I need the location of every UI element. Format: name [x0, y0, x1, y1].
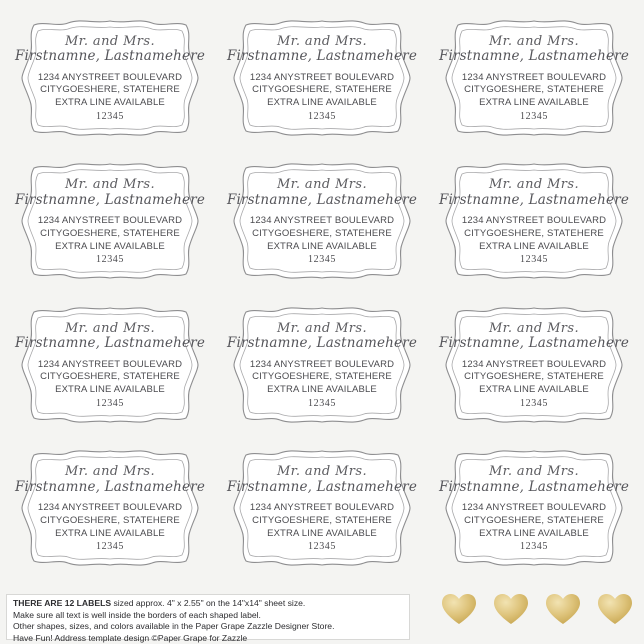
label-salutation: Mr. and Mrs.: [64, 177, 156, 193]
sheet-footer: [0, 580, 644, 644]
heart-decorations: [440, 592, 634, 626]
label-name: Firstnamne, Lastnamehere: [226, 478, 418, 495]
label-address: [462, 502, 606, 553]
address-line-1: 1234 ANYSTREET BOULEVARD: [461, 215, 607, 227]
label-shape-ornate-bracket: [224, 445, 420, 571]
label-size-text: sized approx. 4" x 2.55" on the 14"x14" sheet size.: [111, 598, 306, 608]
label-item[interactable]: [216, 150, 428, 294]
address-zip: 12345: [308, 110, 336, 122]
address-zip: 12345: [520, 541, 548, 553]
address-line-2: CITYGOESHERE, STATEHERE: [464, 84, 604, 96]
label-shape-ornate-bracket: [12, 158, 208, 284]
address-zip: 12345: [96, 110, 124, 122]
label-salutation: Mr. and Mrs.: [488, 33, 580, 49]
instructions-line-4: Have Fun! Address template design ©Paper Grape for Zazzle: [13, 632, 248, 643]
address-line-1: 1234 ANYSTREET BOULEVARD: [249, 502, 395, 514]
label-item[interactable]: [4, 150, 216, 294]
heart-icon: [596, 592, 634, 626]
address-zip: 12345: [520, 110, 548, 122]
address-line-1: 1234 ANYSTREET BOULEVARD: [461, 502, 607, 514]
address-line-2: CITYGOESHERE, STATEHERE: [40, 371, 180, 383]
label-shape-ornate-bracket: [436, 158, 632, 284]
label-salutation: Mr. and Mrs.: [488, 177, 580, 193]
address-zip: 12345: [96, 254, 124, 266]
address-line-2: CITYGOESHERE, STATEHERE: [252, 84, 392, 96]
address-line-2: CITYGOESHERE, STATEHERE: [40, 514, 180, 526]
address-line-1: 1234 ANYSTREET BOULEVARD: [461, 358, 607, 370]
label-shape-ornate-bracket: [224, 15, 420, 141]
address-line-1: 1234 ANYSTREET BOULEVARD: [37, 358, 183, 370]
label-address: [250, 215, 394, 266]
label-shape-ornate-bracket: [436, 15, 632, 141]
instructions-card: [6, 594, 410, 643]
address-line-3: EXTRA LINE AVAILABLE: [55, 97, 165, 108]
heart-icon: [544, 592, 582, 626]
address-line-2: CITYGOESHERE, STATEHERE: [252, 514, 392, 526]
address-line-2: CITYGOESHERE, STATEHERE: [464, 227, 604, 239]
label-item[interactable]: [4, 293, 216, 437]
label-shape-ornate-bracket: [12, 15, 208, 141]
label-item[interactable]: [428, 293, 640, 437]
label-salutation: Mr. and Mrs.: [488, 464, 580, 480]
address-line-2: CITYGOESHERE, STATEHERE: [252, 227, 392, 239]
address-zip: 12345: [308, 254, 336, 266]
label-address: [462, 72, 606, 123]
label-shape-ornate-bracket: [436, 302, 632, 428]
label-salutation: Mr. and Mrs.: [64, 33, 156, 49]
label-item[interactable]: [428, 6, 640, 150]
label-salutation: Mr. and Mrs.: [488, 320, 580, 336]
label-shape-ornate-bracket: [436, 445, 632, 571]
label-name: Firstnamne, Lastnamehere: [14, 335, 206, 352]
label-address: [38, 359, 182, 410]
label-item[interactable]: [4, 6, 216, 150]
address-line-2: CITYGOESHERE, STATEHERE: [40, 84, 180, 96]
label-address: [462, 359, 606, 410]
address-line-3: EXTRA LINE AVAILABLE: [479, 97, 589, 108]
address-zip: 12345: [308, 541, 336, 553]
label-name: Firstnamne, Lastnamehere: [14, 48, 206, 65]
address-line-1: 1234 ANYSTREET BOULEVARD: [461, 71, 607, 83]
address-line-3: EXTRA LINE AVAILABLE: [267, 97, 377, 108]
label-address: [250, 72, 394, 123]
label-name: Firstnamne, Lastnamehere: [14, 478, 206, 495]
label-shape-ornate-bracket: [12, 445, 208, 571]
label-name: Firstnamne, Lastnamehere: [226, 191, 418, 208]
label-name: Firstnamne, Lastnamehere: [438, 191, 630, 208]
instructions-line-1: [13, 598, 403, 610]
label-name: Firstnamne, Lastnamehere: [226, 335, 418, 352]
address-line-2: CITYGOESHERE, STATEHERE: [464, 371, 604, 383]
label-item[interactable]: [4, 437, 216, 581]
label-salutation: Mr. and Mrs.: [64, 320, 156, 336]
label-shape-ornate-bracket: [224, 302, 420, 428]
label-shape-ornate-bracket: [224, 158, 420, 284]
address-line-1: 1234 ANYSTREET BOULEVARD: [249, 71, 395, 83]
label-name: Firstnamne, Lastnamehere: [14, 191, 206, 208]
label-name: Firstnamne, Lastnamehere: [438, 478, 630, 495]
address-line-1: 1234 ANYSTREET BOULEVARD: [249, 215, 395, 227]
address-line-1: 1234 ANYSTREET BOULEVARD: [249, 358, 395, 370]
label-salutation: Mr. and Mrs.: [276, 177, 368, 193]
label-address: [250, 502, 394, 553]
address-line-3: EXTRA LINE AVAILABLE: [267, 240, 377, 252]
address-zip: 12345: [520, 397, 548, 409]
instructions-line-2: Make sure all text is well inside the borders of each shaped label.: [13, 609, 261, 620]
address-zip: 12345: [520, 254, 548, 266]
label-salutation: Mr. and Mrs.: [276, 33, 368, 49]
label-count-text: THERE ARE 12 LABELS: [13, 598, 112, 608]
address-line-1: 1234 ANYSTREET BOULEVARD: [37, 502, 183, 514]
label-address: [38, 72, 182, 123]
label-item[interactable]: [428, 150, 640, 294]
address-line-3: EXTRA LINE AVAILABLE: [267, 384, 377, 395]
address-line-3: EXTRA LINE AVAILABLE: [479, 527, 589, 539]
label-address: [38, 502, 182, 553]
label-salutation: Mr. and Mrs.: [64, 464, 156, 480]
address-line-1: 1234 ANYSTREET BOULEVARD: [37, 215, 183, 227]
label-item[interactable]: [428, 437, 640, 581]
label-name: Firstnamne, Lastnamehere: [438, 335, 630, 352]
address-line-3: EXTRA LINE AVAILABLE: [479, 384, 589, 395]
address-zip: 12345: [308, 397, 336, 409]
address-line-3: EXTRA LINE AVAILABLE: [267, 527, 377, 539]
label-salutation: Mr. and Mrs.: [276, 464, 368, 480]
label-address: [462, 215, 606, 266]
label-name: Firstnamne, Lastnamehere: [438, 48, 630, 65]
address-line-2: CITYGOESHERE, STATEHERE: [252, 371, 392, 383]
label-salutation: Mr. and Mrs.: [276, 320, 368, 336]
address-line-3: EXTRA LINE AVAILABLE: [479, 240, 589, 252]
label-name: Firstnamne, Lastnamehere: [226, 48, 418, 65]
heart-icon: [440, 592, 478, 626]
heart-icon: [492, 592, 530, 626]
address-line-2: CITYGOESHERE, STATEHERE: [40, 227, 180, 239]
label-address: [250, 359, 394, 410]
label-item[interactable]: [216, 6, 428, 150]
address-zip: 12345: [96, 397, 124, 409]
label-item[interactable]: [216, 293, 428, 437]
address-line-3: EXTRA LINE AVAILABLE: [55, 384, 165, 395]
address-line-3: EXTRA LINE AVAILABLE: [55, 240, 165, 252]
label-item[interactable]: [216, 437, 428, 581]
instructions-line-3: Other shapes, sizes, and colors available in the Paper Grape Zazzle Designer Store.: [13, 621, 335, 632]
label-address: [38, 215, 182, 266]
address-line-3: EXTRA LINE AVAILABLE: [55, 527, 165, 539]
address-line-1: 1234 ANYSTREET BOULEVARD: [37, 71, 183, 83]
label-shape-ornate-bracket: [12, 302, 208, 428]
address-line-2: CITYGOESHERE, STATEHERE: [464, 514, 604, 526]
address-zip: 12345: [96, 541, 124, 553]
